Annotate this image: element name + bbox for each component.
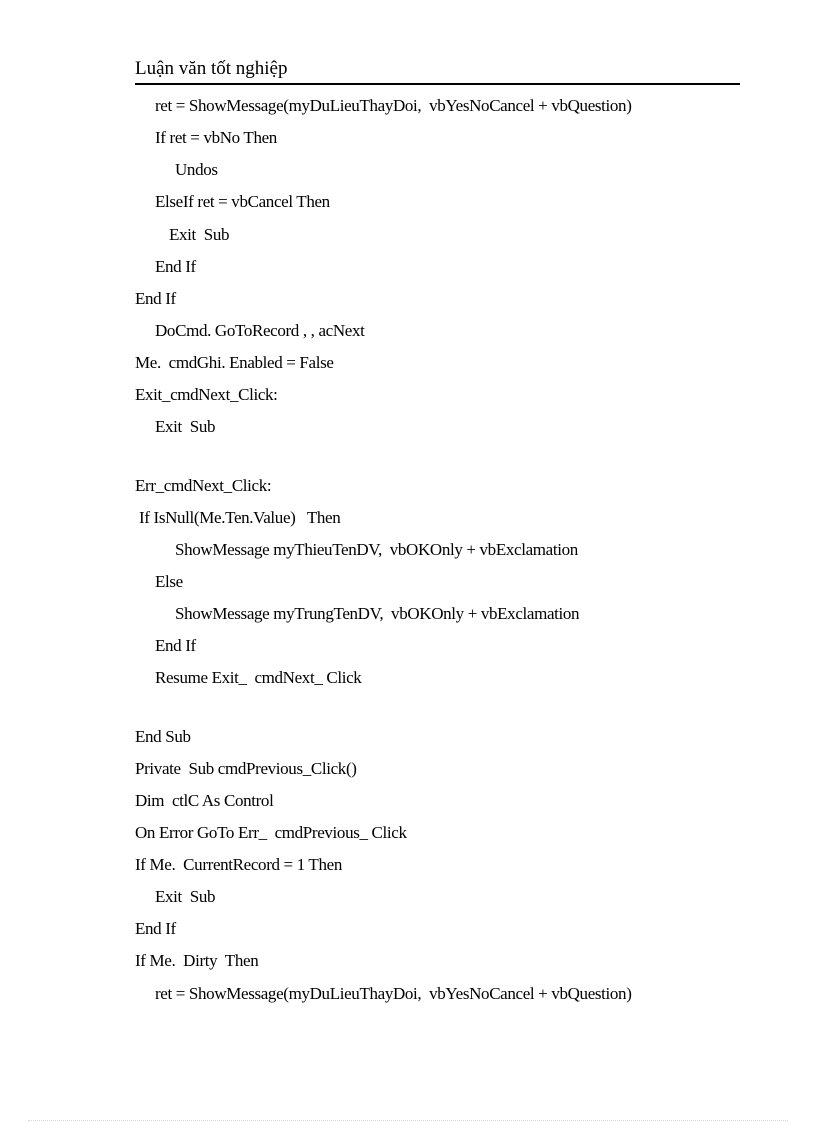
page-bottom-divider [28, 1120, 788, 1121]
code-line: ShowMessage myTrungTenDV, vbOKOnly + vbExclamation [175, 604, 580, 623]
code-line: End If [155, 636, 196, 655]
code-line: Private Sub cmdPrevious_Click() [135, 759, 357, 778]
code-line: End If [135, 919, 176, 938]
code-line: ret = ShowMessage(myDuLieuThayDoi, vbYesNoCancel + vbQuestion) [155, 96, 632, 115]
code-line: Me. cmdGhi. Enabled = False [135, 353, 334, 372]
code-line: Exit Sub [155, 887, 216, 906]
code-line: If Me. Dirty Then [135, 951, 259, 970]
code-line: End Sub [135, 727, 191, 746]
code-line: Exit Sub [155, 417, 216, 436]
code-line: Resume Exit_ cmdNext_ Click [155, 668, 362, 687]
code-line: Else [155, 572, 183, 591]
code-line: Exit_cmdNext_Click: [135, 385, 278, 404]
code-line: ShowMessage myThieuTenDV, vbOKOnly + vbExclamation [175, 540, 578, 559]
code-line: On Error GoTo Err_ cmdPrevious_ Click [135, 823, 407, 842]
code-line: If IsNull(Me.Ten.Value) Then [139, 508, 341, 527]
code-line: Dim ctlC As Control [135, 791, 274, 810]
code-line: End If [135, 289, 176, 308]
code-line: Undos [175, 160, 218, 179]
code-line: ret = ShowMessage(myDuLieuThayDoi, vbYesNoCancel + vbQuestion) [155, 984, 632, 1003]
code-line: If Me. CurrentRecord = 1 Then [135, 855, 342, 874]
code-line: Err_cmdNext_Click: [135, 476, 272, 495]
code-line: DoCmd. GoToRecord , , acNext [155, 321, 365, 340]
code-line: Exit Sub [169, 225, 230, 244]
code-line: End If [155, 257, 196, 276]
code-line: ElseIf ret = vbCancel Then [155, 192, 330, 211]
header-title: Luận văn tốt nghiệp [135, 58, 288, 79]
code-line: If ret = vbNo Then [155, 128, 277, 147]
